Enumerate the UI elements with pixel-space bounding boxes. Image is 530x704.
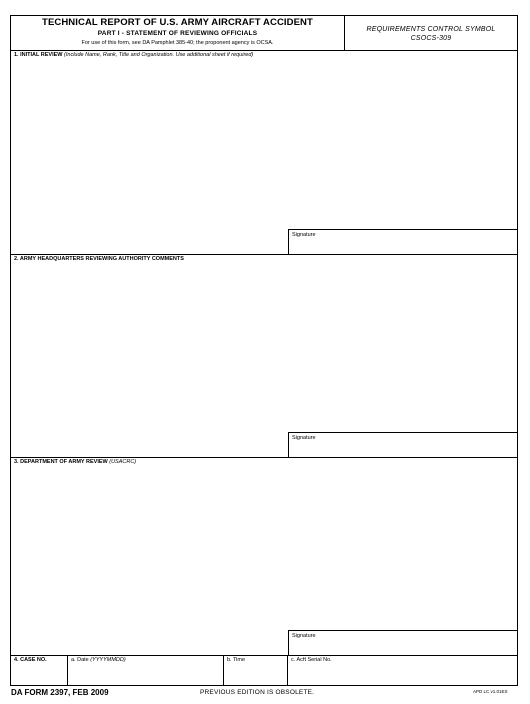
time-field[interactable] [224, 655, 288, 685]
form-subtitle: PART I - STATEMENT OF REVIEWING OFFICIALS [97, 30, 258, 37]
section-note: (USACRC) [109, 459, 137, 465]
requirements-symbol: CSOCS-309 [410, 35, 452, 42]
use-note: For use of this form, see DA Pamphlet 385-40; the proponent agency is OCSA. [81, 40, 274, 46]
section-title: 3. DEPARTMENT OF ARMY REVIEW [14, 459, 108, 465]
signature-label: Signature [292, 633, 316, 639]
form-title: TECHNICAL REPORT OF U.S. ARMY AIRCRAFT ACCIDENT [42, 17, 313, 28]
case-no-label: 4. CASE NO. [14, 657, 47, 663]
apd-version: APD LC v1.01ES [473, 689, 508, 694]
serial-label: c. Acft Serial No. [291, 657, 332, 663]
section-note: (Include Name, Rank, Title and Organization. Use additional sheet if required) [64, 52, 254, 58]
section-title: 2. ARMY HEADQUARTERS REVIEWING AUTHORITY COMMENTS [14, 256, 184, 262]
signature-box-3[interactable] [288, 630, 518, 655]
requirements-cell [345, 16, 517, 50]
section-label [14, 256, 184, 262]
date-label-text: a. Date [71, 657, 89, 663]
date-label [71, 657, 126, 663]
da-review-field[interactable] [13, 467, 517, 633]
signature-box-2[interactable] [288, 432, 518, 457]
form-id: DA FORM 2397, FEB 2009 [11, 688, 109, 697]
signature-label: Signature [292, 435, 316, 441]
case-no-cell [11, 655, 68, 685]
date-field[interactable] [68, 655, 224, 685]
form-frame [10, 15, 518, 686]
form-header [11, 16, 517, 51]
section-label [14, 459, 136, 465]
title-cell [11, 16, 345, 50]
section-initial-review [11, 50, 517, 255]
section-label [14, 52, 253, 58]
section-hq-review [11, 254, 517, 458]
time-label: b. Time [227, 657, 246, 663]
requirements-label: REQUIREMENTS CONTROL SYMBOL [366, 26, 496, 33]
section-title: 1. INITIAL REVIEW [14, 52, 63, 58]
signature-box-1[interactable] [288, 229, 518, 254]
hq-review-field[interactable] [13, 264, 517, 435]
serial-field[interactable] [288, 655, 517, 685]
signature-label: Signature [292, 232, 316, 238]
date-format: (YYYYMMDD) [90, 657, 126, 663]
case-row [11, 655, 517, 685]
previous-edition-note: PREVIOUS EDITION IS OBSOLETE. [200, 689, 315, 696]
section-da-review [11, 457, 517, 656]
initial-review-field[interactable] [13, 60, 517, 232]
